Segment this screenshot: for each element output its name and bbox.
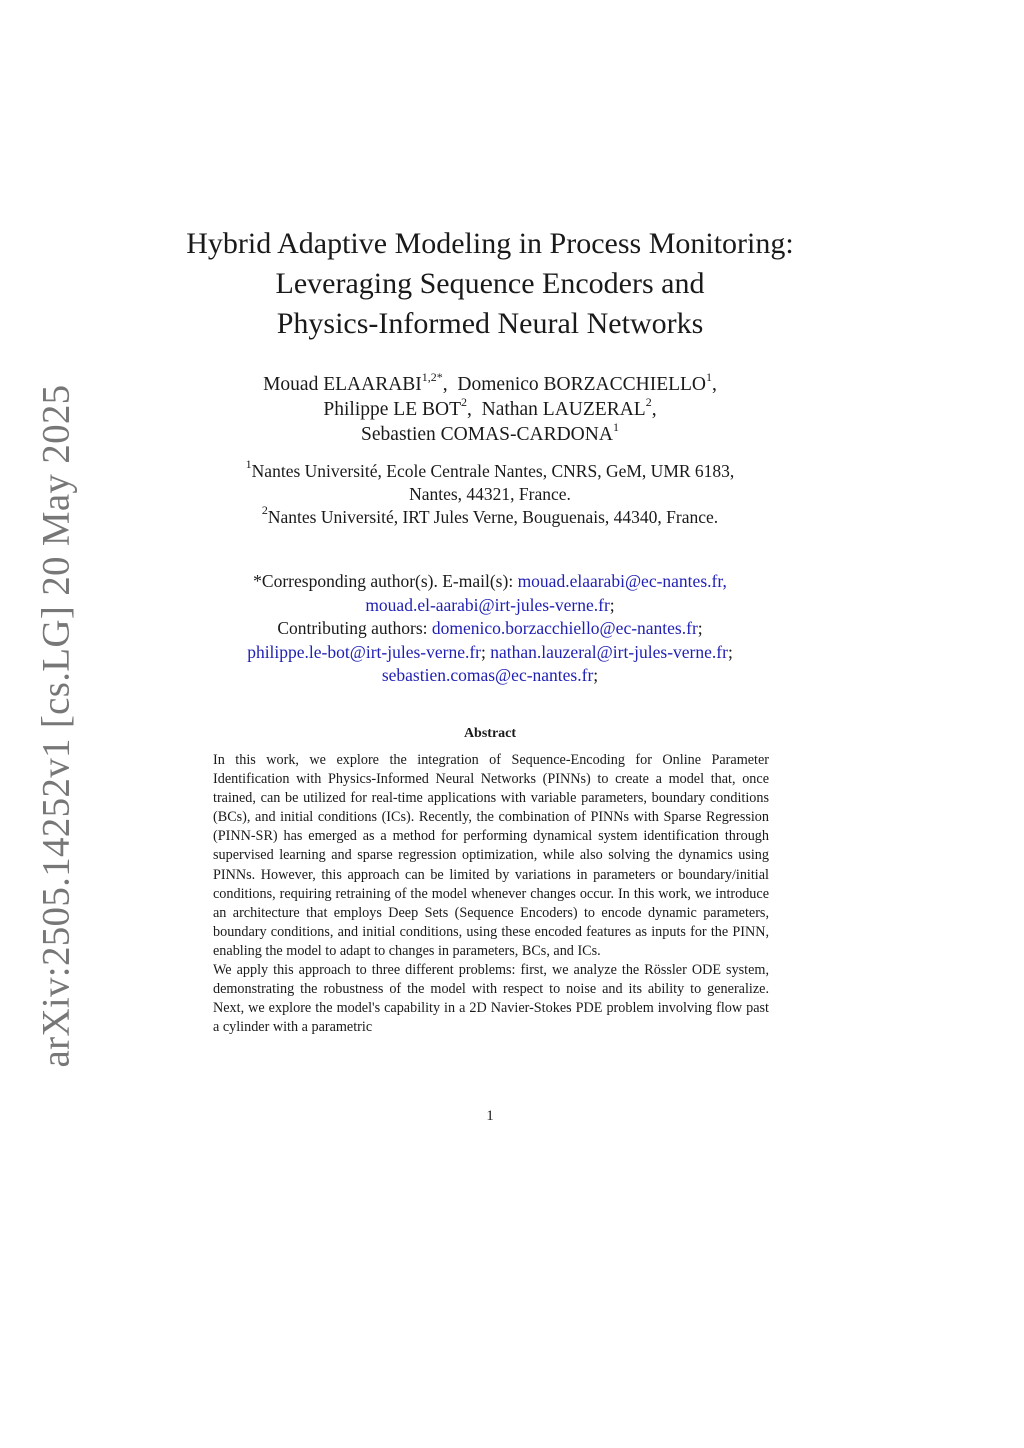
corresponding-line bbox=[140, 570, 840, 594]
abstract-body bbox=[213, 751, 769, 1037]
author-name: Nathan LAUZERAL bbox=[481, 399, 646, 420]
affiliation-text: Nantes Université, Ecole Centrale Nantes, CNRS, GeM, UMR 6183, bbox=[251, 461, 735, 481]
author-affiliation-mark: 1 bbox=[612, 419, 619, 434]
abstract-paragraph: In this work, we explore the integration of Sequence-Encoding for Online Parameter Identification with Physics-Informed Neural Networks (PINNs) to create a model that, once trained, can be utilized for real-time applications with variable parameters, boundary conditions (BCs), and initial conditions (ICs). Recently, the combination of PINNs with Sparse Regression (PINN-SR) has emerged as a method for performing dynamical system identification through supervised learning and sparse regression optimization, while also solving the dynamics using PINNs. However, this approach can be limited by variations in parameters or boundary/initial conditions, requiring retraining of the model whenever changes occur. In this work, we introduce an architecture that employs Deep Sets (Sequence Encoders) to encode dynamic parameters, boundary conditions, and initial conditions, using these encoded features as inputs for the PINN, enabling the model to adapt to changes in parameters, BCs, and ICs. bbox=[213, 752, 769, 959]
affiliation-mark: 2 bbox=[261, 503, 268, 518]
affiliations bbox=[140, 457, 840, 529]
author-affiliation-mark: 1 bbox=[706, 369, 713, 384]
author-name: Mouad ELAARABI bbox=[263, 374, 422, 395]
author-line: Mouad $ELAARABI^{1,2*}$, Domenico BORZACCHIELLO$^1$, bbox=[263, 369, 717, 395]
author-affiliation-mark: 2 bbox=[460, 394, 467, 409]
corresponding-line: mouad.el-aarabi@irt-jules-verne.fr; bbox=[365, 594, 615, 615]
author-affiliation-mark: 1,2* bbox=[421, 369, 443, 384]
affiliation-2 bbox=[140, 503, 840, 529]
contributing-line: sebastien.comas@ec-nantes.fr; bbox=[381, 665, 599, 685]
author-list bbox=[140, 369, 840, 447]
affiliation-1-continued: Nantes, 44321, France. bbox=[409, 484, 571, 504]
affiliation-1 bbox=[140, 457, 840, 483]
email-link-sebastien-comas[interactable]: sebastien.comas@ec-nantes.fr bbox=[381, 665, 594, 685]
author-line bbox=[140, 419, 840, 447]
contributing-label: Contributing authors: bbox=[277, 618, 428, 638]
paper-title bbox=[140, 224, 840, 344]
contributing-line: Contributing authors: domenico.borzacchiello@ec-nantes.fr; bbox=[277, 618, 703, 638]
email-link-mouad-el-aarabi[interactable]: mouad.el-aarabi@irt-jules-verne.fr bbox=[365, 594, 610, 615]
arxiv-identifier-stamp: arXiv:2505.14252v1 [cs.LG] 20 May 2025 bbox=[34, 384, 78, 1068]
title-line: Leveraging Sequence Encoders and bbox=[275, 267, 705, 300]
title-line: Hybrid Adaptive Modeling in Process Monitoring: bbox=[186, 227, 794, 260]
email-link-philippe-le-bot[interactable]: philippe.le-bot@irt-jules-verne.fr bbox=[247, 641, 482, 662]
affiliation-mark: 1 bbox=[245, 457, 252, 472]
author-name: Philippe LE BOT bbox=[323, 399, 461, 420]
abstract-heading: Abstract bbox=[463, 726, 517, 741]
title-line: Physics-Informed Neural Networks bbox=[276, 307, 704, 340]
email-link-mouad-elaarabi[interactable]: mouad.elaarabi@ec-nantes.fr, bbox=[517, 571, 727, 591]
author-name: Domenico BORZACCHIELLO bbox=[457, 374, 707, 395]
contributing-line: philippe.le-bot@irt-jules-verne.fr; nathan.lauzeral@irt-jules-verne.fr; bbox=[247, 641, 733, 662]
author-line: Philippe LE BOT$^2$, Nathan LAUZERAL$^2$, bbox=[323, 394, 657, 420]
correspondence-block bbox=[140, 570, 840, 688]
author-name: Sebastien COMAS-CARDONA bbox=[361, 424, 613, 445]
abstract-paragraph: We apply this approach to three different problems: first, we analyze the Rössler ODE system, demonstrating the robustness of the model with respect to noise and its ability to generalize. Next, we explore the model's capability in a 2D Navier-Stokes PDE problem involving flow past a cylinder with a parametric bbox=[213, 962, 769, 1036]
page-number: 1 bbox=[486, 1108, 494, 1124]
author-affiliation-mark: 2 bbox=[645, 394, 652, 409]
corresponding-label: *Corresponding author(s). E-mail(s): bbox=[253, 571, 514, 591]
affiliation-text: Nantes Université, IRT Jules Verne, Bouguenais, 44340, France. bbox=[267, 507, 719, 527]
email-link-nathan-lauzeral[interactable]: nathan.lauzeral@irt-jules-verne.fr bbox=[490, 641, 728, 662]
email-link-domenico-borzacchiello[interactable]: domenico.borzacchiello@ec-nantes.fr bbox=[431, 618, 698, 638]
